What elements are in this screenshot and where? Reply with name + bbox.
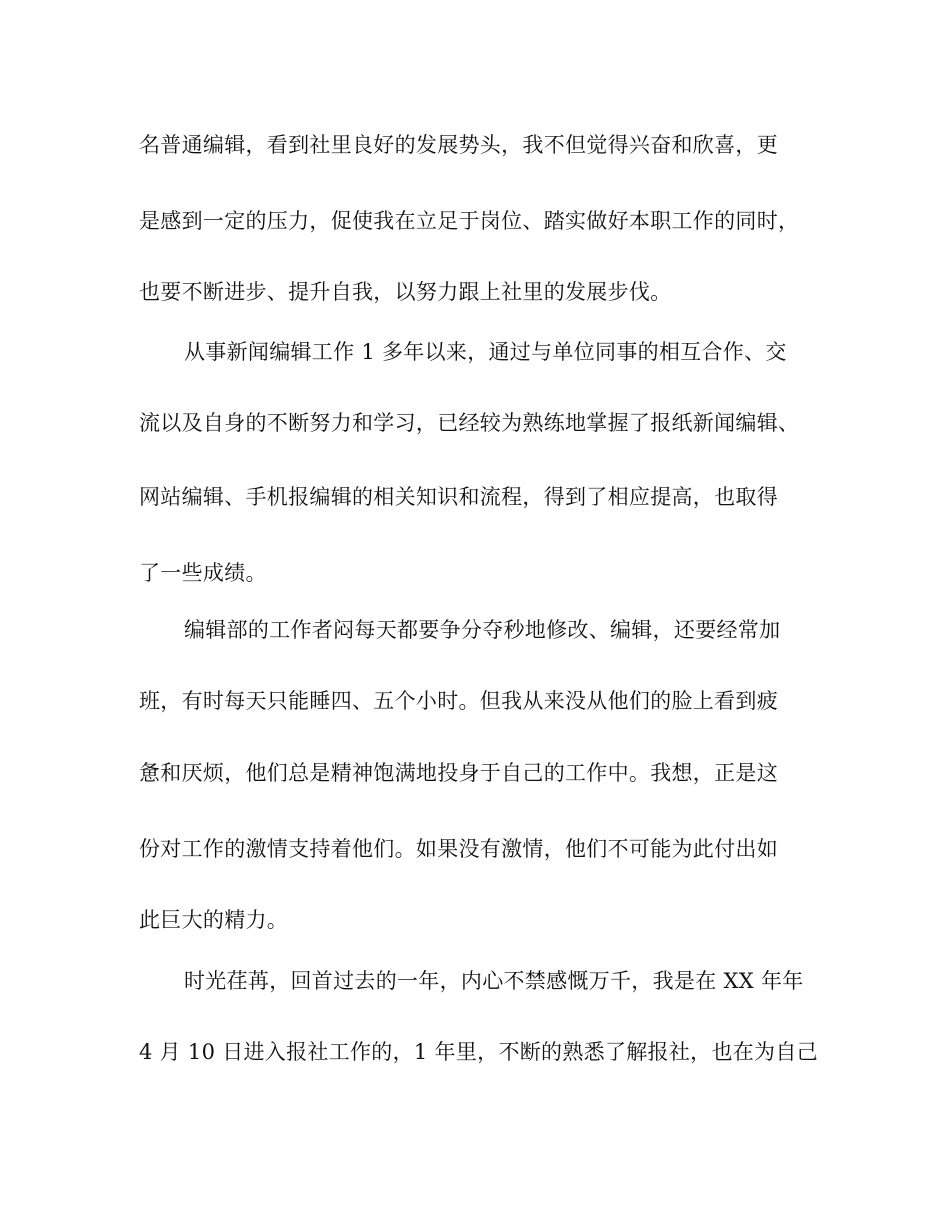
text-line: 也要不断进步、提升自我，以努力跟上社里的发展步伐。 bbox=[139, 280, 672, 304]
text-line: 惫和厌烦，他们总是精神饱满地投身于自己的工作中。我想，正是这 bbox=[139, 761, 778, 785]
text-line: 了一些成绩。 bbox=[139, 561, 267, 585]
text-line: 时光荏苒，回首过去的一年，内心不禁感慨万千，我是在 XX 年年 bbox=[184, 969, 804, 993]
text-line: 名普通编辑，看到社里良好的发展势头，我不但觉得兴奋和欣喜，更 bbox=[139, 133, 778, 157]
text-line: 流以及自身的不断努力和学习，已经较为熟练地掌握了报纸新闻编辑、 bbox=[139, 411, 800, 435]
text-line: 编辑部的工作者闷每天都要争分夺秒地修改、编辑，还要经常加 bbox=[184, 618, 781, 642]
text-line: 份对工作的激情支持着他们。如果没有激情，他们不可能为此付出如 bbox=[139, 837, 778, 861]
text-line: 4 月 10 日进入报社工作的，1 年里，不断的熟悉了解报社，也在为自己 bbox=[139, 1040, 818, 1064]
text-line: 班，有时每天只能睡四、五个小时。但我从来没从他们的脸上看到疲 bbox=[139, 689, 778, 713]
text-line: 此巨大的精力。 bbox=[139, 908, 289, 932]
text-line: 网站编辑、手机报编辑的相关知识和流程，得到了相应提高，也取得 bbox=[139, 485, 778, 509]
text-line: 从事新闻编辑工作 1 多年以来，通过与单位同事的相互合作、交 bbox=[184, 340, 787, 364]
text-line: 是感到一定的压力，促使我在立足于岗位、踏实做好本职工作的同时， bbox=[139, 209, 800, 233]
